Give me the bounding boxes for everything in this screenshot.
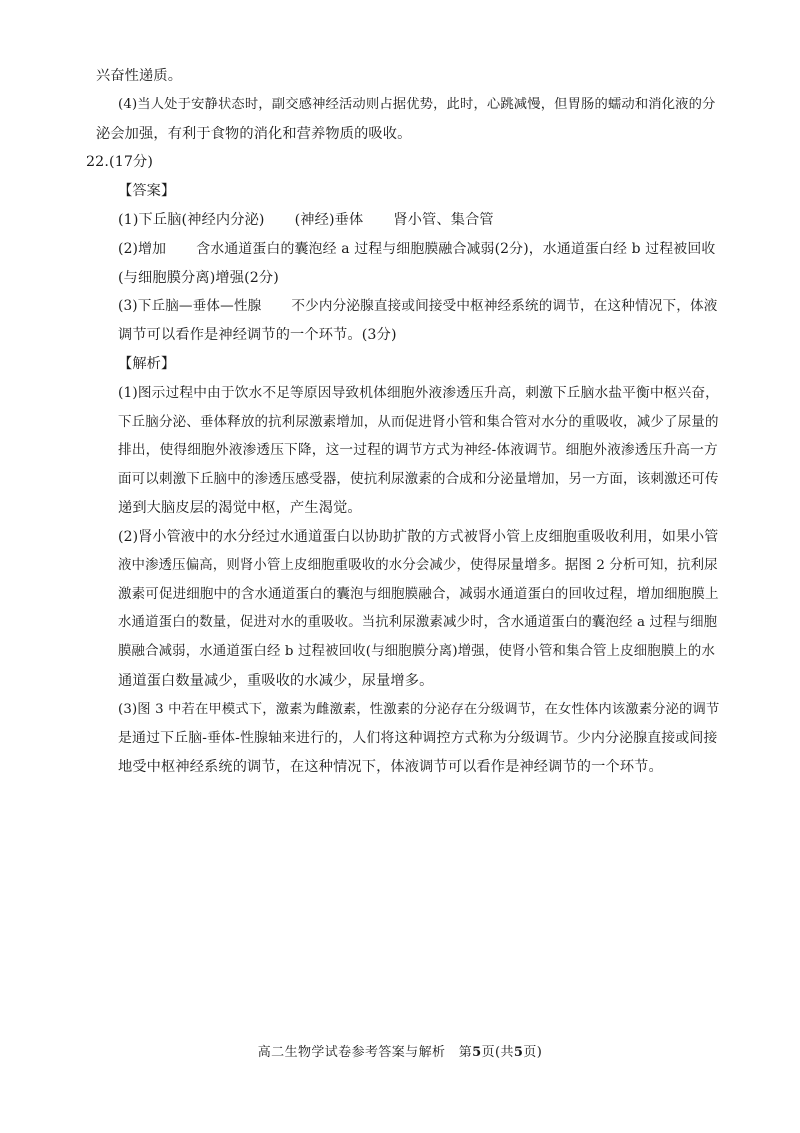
answer-3-line2: 调节可以看作是神经调节的一个环节。(3分) — [118, 327, 397, 344]
explain-3-line2: 是通过下丘脑-垂体-性腺轴来进行的，人们将这种调控方式称为分级调节。少内分泌腺直接或间接 — [118, 730, 718, 747]
answer-3-part1: (3)下丘脑—垂体—性腺 — [118, 298, 262, 315]
answer-2-part1: (2)增加 — [118, 240, 167, 257]
explain-1-line1: (1)图示过程中由于饮水不足等原因导致机体细胞外液渗透压升高，刺激下丘脑水盐平衡中枢兴奋， — [118, 384, 720, 401]
footer-suffix: 页) — [523, 1045, 543, 1060]
page-footer — [0, 1041, 800, 1060]
explain-2-line5: 膜融合减弱，水通道蛋白经 b 过程被回收(与细胞膜分离)增强，使肾小管和集合管上皮细胞膜上的水 — [118, 643, 715, 659]
explain-2-line1: (2)肾小管液中的水分经过水通道蛋白以协助扩散的方式被肾小管上皮细胞重吸收利用，如果小管 — [118, 528, 719, 545]
footer-prefix: 高二生物学试卷参考答案与解析 第 — [257, 1045, 473, 1060]
question-22-header: 22.(17分) — [86, 154, 154, 171]
answer-2-part2: 含水通道蛋白的囊泡经 a 过程与细胞膜融合减弱(2分)，水通道蛋白经 b 过程被回收 — [196, 240, 716, 257]
answer-2-line2: (与细胞膜分离)增强(2分) — [118, 269, 279, 286]
answer-2 — [96, 235, 718, 264]
footer-mid: 页(共 — [481, 1045, 514, 1060]
answer-3 — [96, 292, 718, 321]
explain-3-line1: (3)图 3 中若在甲模式下，激素为雌激素，性激素的分泌存在分级调节，在女性体内该激素分泌的调节 — [118, 701, 720, 717]
explain-1-line4: 面可以刺激下丘脑中的渗透压感受器，使抗利尿激素的合成和分泌量增加，另一方面，该刺激还可传 — [118, 471, 719, 488]
answer-1 — [96, 206, 718, 235]
explain-2-line3: 激素可促进细胞中的含水通道蛋白的囊泡与细胞膜融合，减弱水通道蛋白的回收过程，增加细胞膜上 — [118, 586, 719, 603]
answer-1-part3: 肾小管、集合管 — [393, 211, 494, 228]
item4-line1: (4)当人处于安静状态时，副交感神经活动则占据优势，此时，心跳减慢，但胃肠的蠕动和消化液的分 — [118, 96, 716, 112]
item4-line2: 泌会加强，有利于食物的消化和营养物质的吸收。 — [96, 125, 412, 142]
page-content — [86, 62, 720, 782]
answer-label: 【答案】 — [118, 183, 176, 200]
continuation-line: 兴奋性递质。 — [96, 68, 183, 84]
answer-3-part2: 不少内分泌腺直接或间接受中枢神经系统的调节，在这种情况下，体液 — [291, 298, 718, 315]
explain-2-line4: 水通道蛋白的数量，促进对水的重吸收。当抗利尿激素减少时，含水通道蛋白的囊泡经 a 过程与细胞 — [118, 615, 718, 631]
footer-total-pages: 5 — [513, 1045, 524, 1060]
answer-1-part2: (神经)垂体 — [294, 211, 364, 228]
explain-2-line6: 通道蛋白数量减少，重吸收的水减少，尿量增多。 — [118, 672, 434, 689]
explain-1-line2: 下丘脑分泌、垂体释放的抗利尿激素增加，从而促进肾小管和集合管对水分的重吸收，减少了尿量的 — [118, 413, 719, 430]
explain-1-line3: 排出，使得细胞外液渗透压下降，这一过程的调节方式为神经-体液调节。细胞外液渗透压升高一方 — [118, 442, 718, 459]
explain-1-line5: 递到大脑皮层的渴觉中枢，产生渴觉。 — [118, 499, 362, 516]
answer-1-part1: (1)下丘脑(神经内分泌) — [118, 211, 265, 228]
explain-2-line2: 液中渗透压偏高，则肾小管上皮细胞重吸收的水分会减少，使得尿量增多。据图 2 分析可知，抗利尿 — [118, 557, 718, 573]
explain-3-line3: 地受中枢神经系统的调节，在这种情况下，体液调节可以看作是神经调节的一个环节。 — [118, 759, 663, 776]
analysis-label: 【解析】 — [118, 355, 176, 372]
footer-page-number: 5 — [472, 1045, 482, 1060]
